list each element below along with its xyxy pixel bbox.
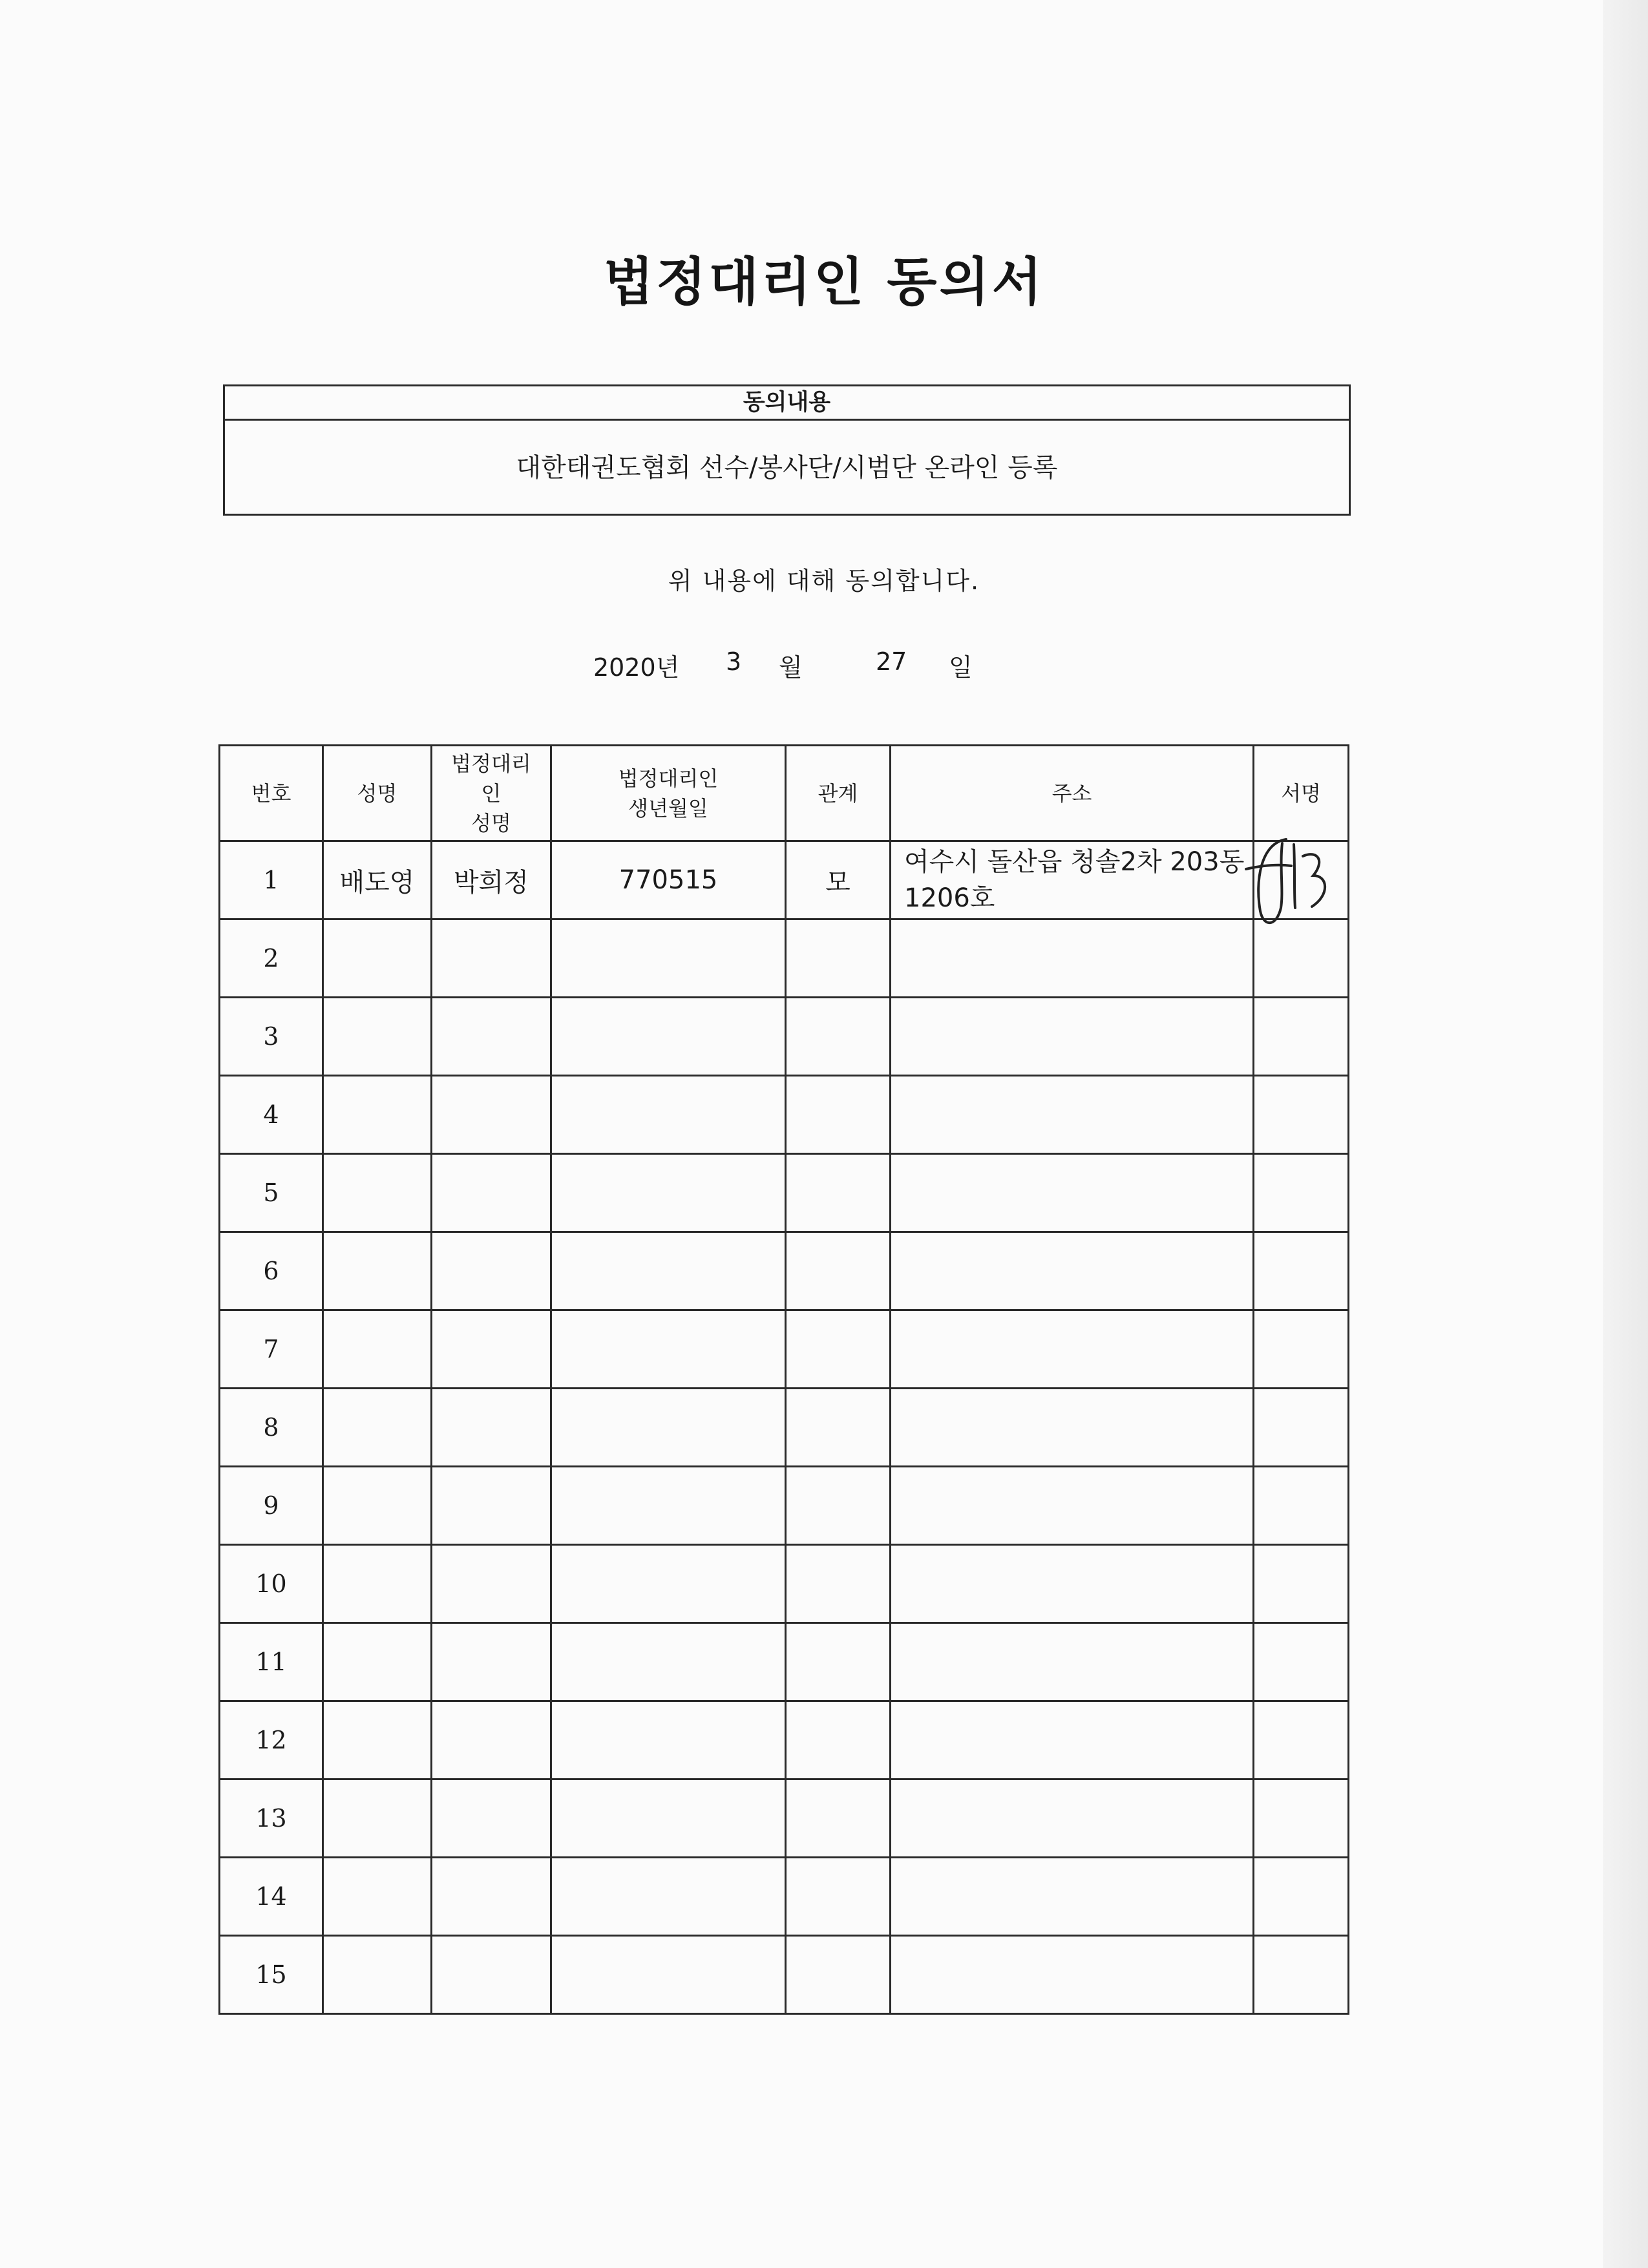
table-row <box>220 1623 1349 1701</box>
cell-guardian-birth <box>551 1232 786 1310</box>
date-month-unit: 월 <box>779 653 803 682</box>
cell-signature <box>1254 1936 1349 2014</box>
cell-address <box>891 1701 1254 1780</box>
page-edge-shadow <box>1603 0 1648 2268</box>
cell-guardian-birth <box>551 1076 786 1154</box>
cell-signature <box>1254 1154 1349 1232</box>
cell-signature <box>1254 1858 1349 1936</box>
cell-name <box>323 1545 432 1623</box>
cell-guardian-birth <box>551 1467 786 1545</box>
cell-name <box>323 1780 432 1858</box>
table-row <box>220 1232 1349 1310</box>
cell-signature <box>1254 1310 1349 1389</box>
cell-number: 6 <box>220 1232 323 1310</box>
cell-guardian-birth <box>551 1545 786 1623</box>
table-row <box>220 1310 1349 1389</box>
cell-guardian-birth <box>551 1701 786 1780</box>
cell-guardian-name <box>432 1936 551 2014</box>
table-row <box>220 919 1349 998</box>
cell-relation <box>786 1310 891 1389</box>
cell-signature <box>1254 1389 1349 1467</box>
cell-number: 7 <box>220 1310 323 1389</box>
table-row <box>220 1389 1349 1467</box>
header-number: 번호 <box>220 746 323 841</box>
cell-address <box>891 1858 1254 1936</box>
consent-content-box <box>223 384 1351 516</box>
cell-guardian-birth <box>551 1780 786 1858</box>
date-day-unit: 일 <box>949 653 973 682</box>
cell-address <box>891 1623 1254 1701</box>
document-title: 법정대리인 동의서 <box>603 252 1045 312</box>
cell-guardian-name <box>432 1467 551 1545</box>
table-row <box>220 1076 1349 1154</box>
cell-address <box>891 1936 1254 2014</box>
cell-relation <box>786 1623 891 1701</box>
cell-name <box>323 1076 432 1154</box>
cell-signature <box>1254 1232 1349 1310</box>
guardian-consent-table <box>218 744 1349 2015</box>
cell-guardian-name <box>432 1780 551 1858</box>
cell-guardian-name <box>432 1545 551 1623</box>
cell-address <box>891 1389 1254 1467</box>
cell-guardian-birth <box>551 1858 786 1936</box>
cell-number: 15 <box>220 1936 323 2014</box>
cell-guardian-name <box>432 1389 551 1467</box>
cell-address <box>891 1467 1254 1545</box>
cell-name <box>323 1936 432 2014</box>
cell-signature <box>1254 1545 1349 1623</box>
cell-guardian-name <box>432 1154 551 1232</box>
cell-address <box>891 998 1254 1076</box>
cell-name <box>323 1389 432 1467</box>
date-day: 27 <box>876 647 907 676</box>
cell-relation <box>786 1076 891 1154</box>
header-name: 성명 <box>323 746 432 841</box>
cell-number: 11 <box>220 1623 323 1701</box>
cell-number: 14 <box>220 1858 323 1936</box>
cell-relation <box>786 1389 891 1467</box>
cell-guardian-birth <box>551 1389 786 1467</box>
cell-guardian-name <box>432 1623 551 1701</box>
cell-name <box>323 1467 432 1545</box>
table-header-row <box>220 746 1349 841</box>
cell-relation <box>786 1936 891 2014</box>
cell-guardian-birth <box>551 919 786 998</box>
cell-relation <box>786 1467 891 1545</box>
cell-number: 8 <box>220 1389 323 1467</box>
table-row <box>220 1467 1349 1545</box>
cell-signature <box>1254 998 1349 1076</box>
cell-address: 여수시 돌산읍 청솔2차 203동 1206호 <box>891 841 1254 919</box>
cell-name <box>323 1154 432 1232</box>
cell-address <box>891 919 1254 998</box>
table-row <box>220 1154 1349 1232</box>
cell-name: 배도영 <box>323 841 432 919</box>
cell-address <box>891 1154 1254 1232</box>
cell-number: 4 <box>220 1076 323 1154</box>
cell-name <box>323 919 432 998</box>
cell-guardian-birth <box>551 998 786 1076</box>
cell-address <box>891 1780 1254 1858</box>
date-year: 2020년 <box>593 653 680 682</box>
consent-box-content: 대한태권도협회 선수/봉사단/시범단 온라인 등록 <box>516 453 1058 483</box>
cell-guardian-name <box>432 919 551 998</box>
cell-number: 9 <box>220 1467 323 1545</box>
table-row <box>220 1858 1349 1936</box>
cell-relation <box>786 1701 891 1780</box>
cell-guardian-birth <box>551 1310 786 1389</box>
table-row <box>220 998 1349 1076</box>
cell-guardian-name <box>432 1232 551 1310</box>
cell-guardian-name <box>432 1076 551 1154</box>
agreement-statement: 위 내용에 대해 동의합니다. <box>668 567 980 595</box>
table-row <box>220 841 1349 919</box>
cell-relation <box>786 1780 891 1858</box>
cell-address <box>891 1076 1254 1154</box>
cell-guardian-name <box>432 1858 551 1936</box>
cell-relation <box>786 1545 891 1623</box>
table-body <box>220 841 1349 2014</box>
cell-relation: 모 <box>786 841 891 919</box>
cell-number: 5 <box>220 1154 323 1232</box>
cell-address <box>891 1545 1254 1623</box>
cell-guardian-birth <box>551 1154 786 1232</box>
cell-name <box>323 1701 432 1780</box>
cell-relation <box>786 1858 891 1936</box>
cell-relation <box>786 919 891 998</box>
cell-number: 12 <box>220 1701 323 1780</box>
cell-number: 1 <box>220 841 323 919</box>
cell-number: 13 <box>220 1780 323 1858</box>
cell-guardian-birth <box>551 1623 786 1701</box>
cell-name <box>323 1310 432 1389</box>
cell-guardian-birth: 770515 <box>551 841 786 919</box>
table-row <box>220 1545 1349 1623</box>
handwritten-signature <box>1241 830 1351 940</box>
date-line <box>593 647 1110 686</box>
cell-signature <box>1254 1076 1349 1154</box>
cell-number: 3 <box>220 998 323 1076</box>
cell-guardian-name <box>432 998 551 1076</box>
cell-signature <box>1254 1701 1349 1780</box>
header-relation: 관계 <box>786 746 891 841</box>
consent-box-header: 동의내용 <box>225 386 1349 421</box>
table-row <box>220 1780 1349 1858</box>
table-row <box>220 1701 1349 1780</box>
header-signature: 서명 <box>1254 746 1349 841</box>
cell-name <box>323 1623 432 1701</box>
cell-relation <box>786 1154 891 1232</box>
cell-name <box>323 1232 432 1310</box>
cell-guardian-name <box>432 1701 551 1780</box>
cell-relation <box>786 998 891 1076</box>
cell-guardian-name: 박희정 <box>432 841 551 919</box>
cell-guardian-name <box>432 1310 551 1389</box>
cell-number: 2 <box>220 919 323 998</box>
date-month: 3 <box>726 647 742 676</box>
cell-address <box>891 1310 1254 1389</box>
table-row <box>220 1936 1349 2014</box>
cell-signature <box>1254 1780 1349 1858</box>
header-guardian-name: 법정대리 인 성명 <box>432 746 551 841</box>
header-address: 주소 <box>891 746 1254 841</box>
cell-address <box>891 1232 1254 1310</box>
header-guardian-birth: 법정대리인 생년월일 <box>551 746 786 841</box>
cell-name <box>323 998 432 1076</box>
cell-relation <box>786 1232 891 1310</box>
cell-signature <box>1254 1467 1349 1545</box>
cell-number: 10 <box>220 1545 323 1623</box>
cell-signature <box>1254 1623 1349 1701</box>
cell-name <box>323 1858 432 1936</box>
cell-guardian-birth <box>551 1936 786 2014</box>
